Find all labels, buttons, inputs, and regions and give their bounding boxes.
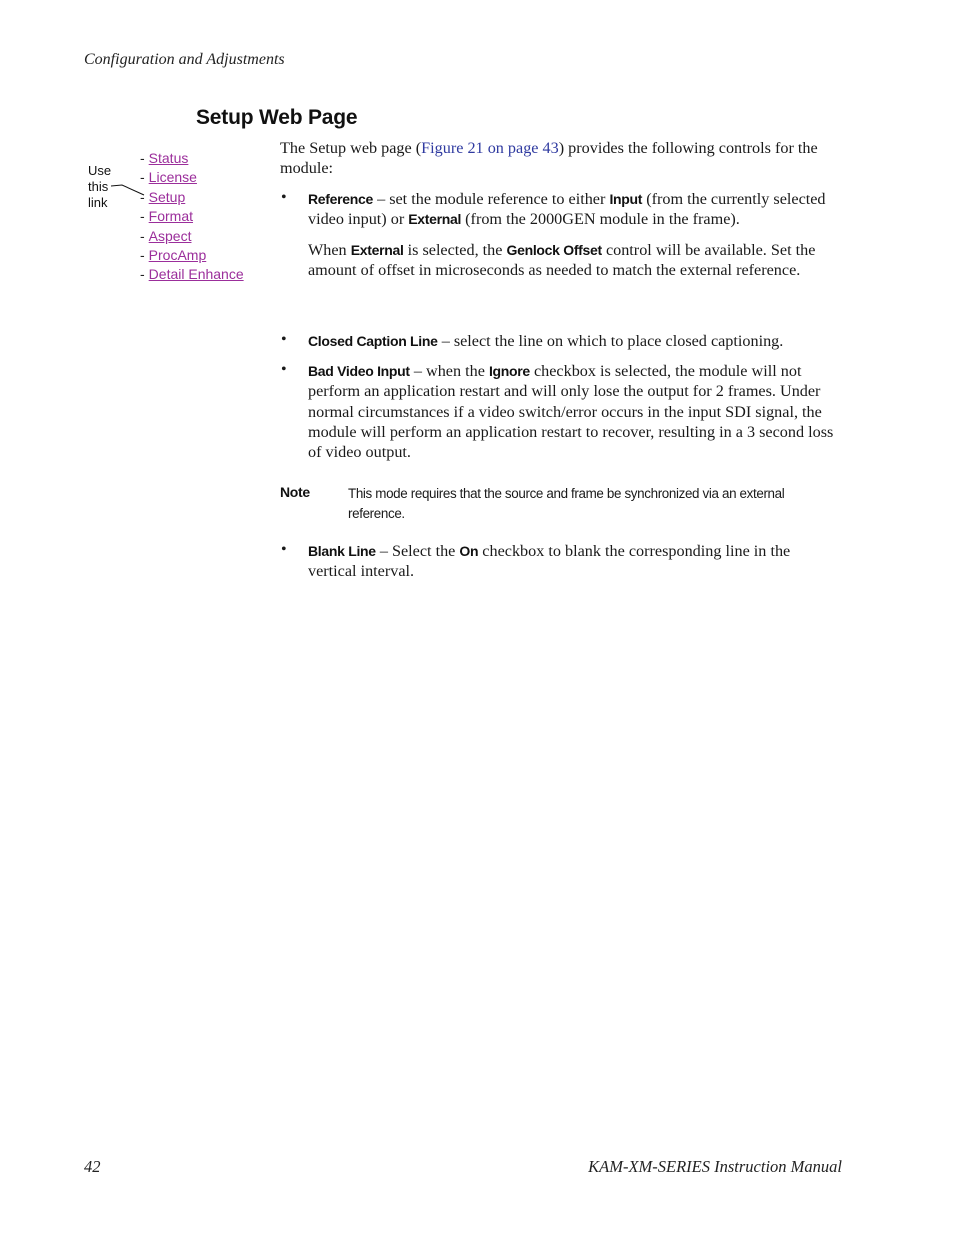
nav-item: - Status — [140, 150, 189, 166]
bullet-marker: • — [281, 541, 287, 558]
nav-link-setup[interactable]: Setup — [148, 188, 186, 205]
setup-nav-menu — [140, 149, 244, 285]
nav-item: - Aspect — [140, 227, 192, 244]
bullet-text: Closed Caption Line – select the line on which to place closed captioning. — [308, 332, 784, 350]
bullet-closed-caption-line — [280, 331, 842, 351]
callout-word: Use — [88, 163, 112, 178]
bullet-text: Blank Line – Select the On checkbox to blank the corresponding line in the vertical interval. — [308, 542, 791, 581]
nav-link-license[interactable]: License — [148, 169, 197, 186]
intro-paragraph: The Setup web page (Figure 21 on page 43) provides the following controls for the module: — [280, 139, 818, 178]
nav-item: - ProcAmp — [140, 247, 207, 264]
nav-link-status[interactable]: Status — [148, 150, 189, 166]
bullet-text: Bad Video Input – when the Ignore checkbox is selected, the module will not perform an application restart and will only lose the output for 2 frames. Under normal circumstances if a video switch/error occurs in the input SDI signal, the module will perform an application restart to recover, resulting in a 3 second loss of video output. — [308, 362, 834, 462]
nav-item: - License — [140, 169, 197, 186]
bullet-marker: • — [281, 189, 287, 206]
bullet-text: Reference – set the module reference to either Input (from the currently selected video input) or External (from the 2000GEN module in the frame). — [308, 190, 826, 229]
nav-link-aspect[interactable]: Aspect — [148, 227, 192, 244]
bullet-blank-line — [280, 541, 842, 582]
nav-item: - Format — [140, 208, 194, 225]
page-number: 42 — [84, 1157, 101, 1176]
callout-word: link — [88, 195, 108, 210]
note-label: Note — [280, 484, 310, 500]
callout-word: this — [88, 179, 109, 194]
bullet-marker: • — [281, 361, 287, 378]
section-title: Setup Web Page — [196, 106, 358, 129]
bullet-bad-video-input — [280, 361, 842, 462]
nav-link-procamp[interactable]: ProcAmp — [148, 247, 207, 264]
nav-callout — [88, 163, 111, 211]
note-text: This mode requires that the source and frame be synchronized via an external reference. — [348, 486, 785, 521]
running-header: Configuration and Adjustments — [84, 51, 285, 68]
nav-item: - Detail Enhance — [140, 266, 244, 283]
nav-link-detail-enhance[interactable]: Detail Enhance — [148, 266, 244, 283]
manual-title: KAM-XM-SERIES Instruction Manual — [588, 1157, 842, 1176]
nav-item: - Setup — [140, 188, 186, 205]
bullet-marker: • — [281, 331, 287, 348]
nav-link-format[interactable]: Format — [148, 208, 194, 225]
bullet-subparagraph: When External is selected, the Genlock Offset control will be available. Set the amount of offset in microseconds as needed to match the external reference. — [308, 240, 816, 279]
figure-cross-reference[interactable]: Figure 21 on page 43 — [421, 139, 559, 157]
bullet-reference — [280, 189, 842, 280]
